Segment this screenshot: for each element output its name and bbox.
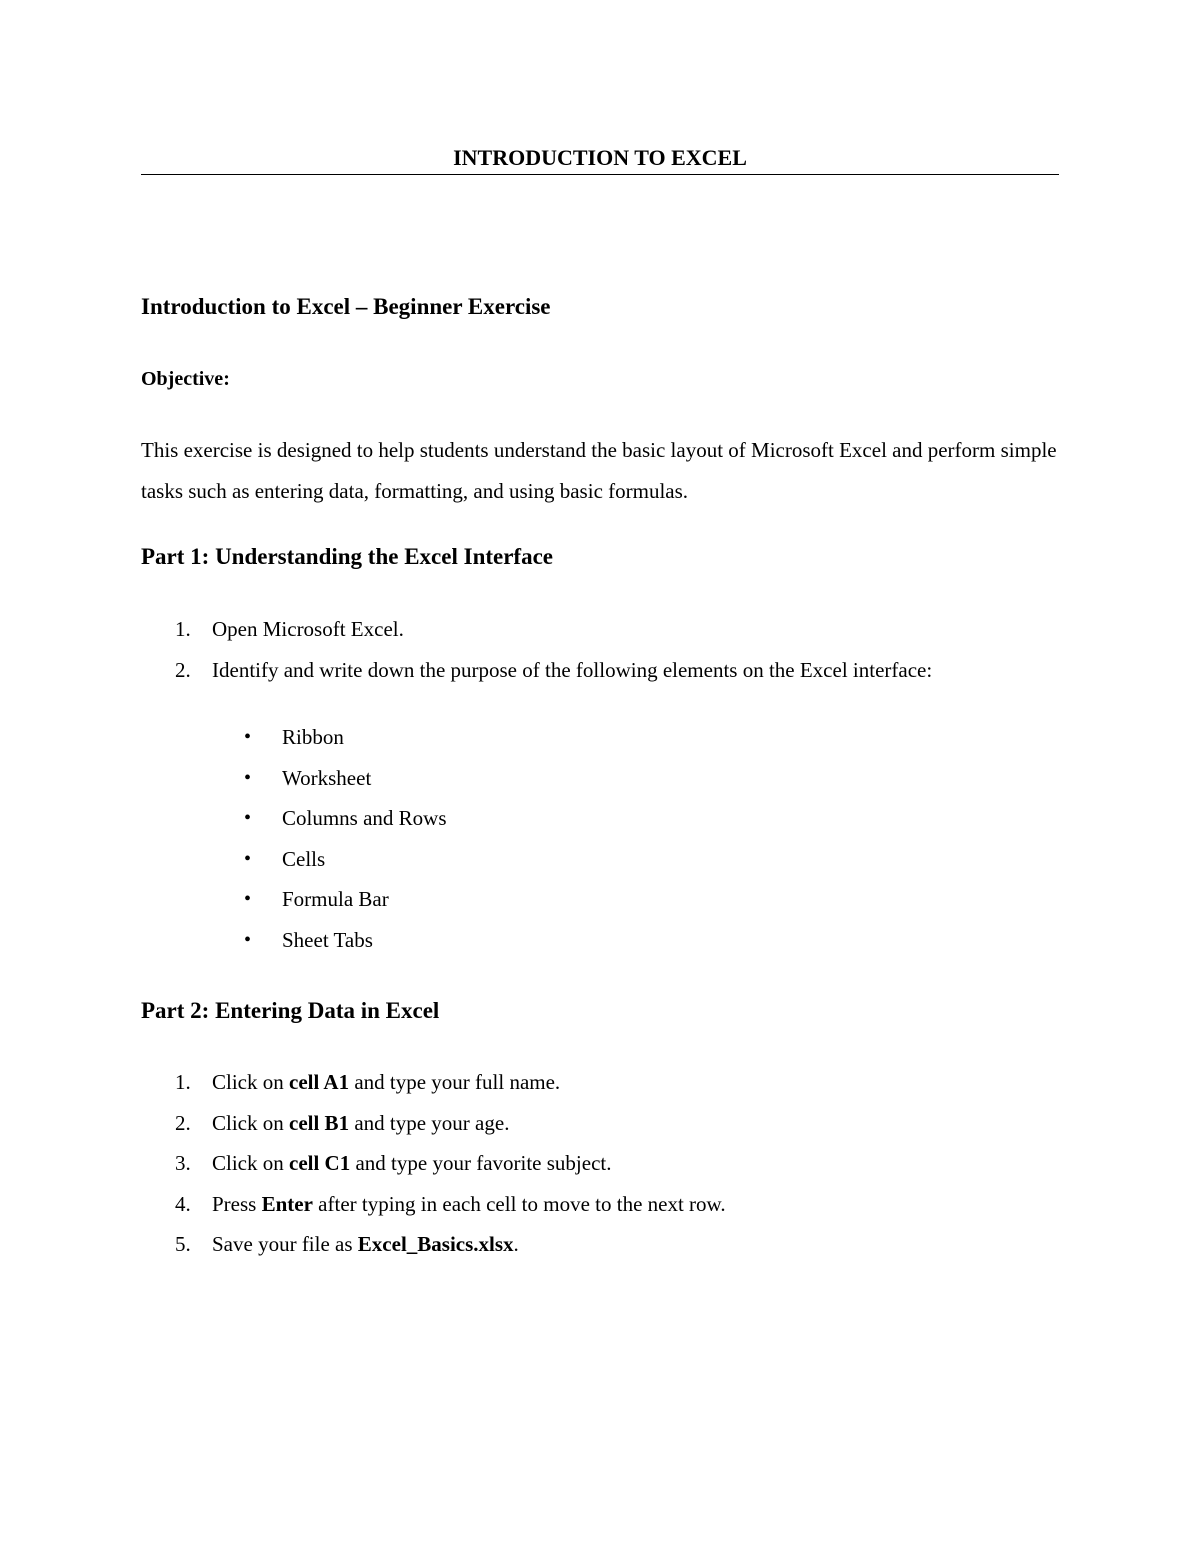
step-text-pre: Click on [212, 1151, 289, 1176]
step-text [212, 1109, 509, 1137]
step-number: 1. [175, 617, 191, 641]
page-header-title: INTRODUCTION TO EXCEL [453, 145, 747, 170]
step-text-post: and type your favorite subject. [350, 1151, 612, 1176]
bullet-icon: • [244, 847, 252, 870]
step-text [212, 1230, 519, 1258]
step-number: 1. [175, 1070, 191, 1094]
step-text-post: . [513, 1232, 519, 1257]
document-title: Introduction to Excel – Beginner Exercise [141, 294, 551, 319]
objective-paragraph: This exercise is designed to help students understand the basic layout of Microsoft Excel and perform simple tasks such as entering data, formatting, and using basic formulas. [141, 438, 1057, 503]
element-name: Columns and Rows [282, 806, 447, 831]
objective-label: Objective: [141, 368, 230, 390]
step-text-pre: Save your file as [212, 1232, 358, 1257]
bullet-icon: • [244, 726, 252, 748]
step-text-pre: Click on [212, 1070, 289, 1094]
step-number: 3. [175, 1151, 191, 1176]
step-number: 2. [175, 1110, 191, 1135]
step-text-bold: cell B1 [289, 1110, 350, 1135]
bullet-icon: • [244, 888, 252, 911]
element-name: Cells [282, 846, 326, 871]
step-text: Open Microsoft Excel. [212, 617, 404, 641]
bullet-icon: • [244, 807, 252, 830]
part1-heading: Part 1: Understanding the Excel Interface [141, 544, 554, 569]
step-text [212, 1190, 726, 1218]
step-text: Identify and write down the purpose of the following elements on the Excel interface: [212, 657, 933, 682]
step-text-bold: cell C1 [289, 1151, 351, 1176]
step-text-bold: Enter [261, 1191, 313, 1216]
step-text-bold: cell A1 [289, 1070, 350, 1094]
element-name: Ribbon [282, 725, 344, 749]
element-name: Worksheet [282, 765, 372, 790]
element-name: Sheet Tabs [282, 927, 373, 952]
step-text-post: and type your full name. [349, 1070, 561, 1094]
step-text [212, 1068, 560, 1096]
step-text-pre: Press [212, 1191, 262, 1216]
part2-heading: Part 2: Entering Data in Excel [141, 998, 440, 1023]
step-text-pre: Click on [212, 1110, 289, 1135]
step-number: 5. [175, 1232, 191, 1257]
step-number: 2. [175, 657, 191, 682]
step-text-post: after typing in each cell to move to the next row. [312, 1191, 726, 1216]
bullet-icon: • [244, 766, 252, 789]
bullet-icon: • [244, 928, 252, 951]
step-number: 4. [175, 1191, 191, 1216]
step-text [212, 1149, 611, 1177]
header-divider [141, 174, 1059, 175]
step-text-bold: Excel_Basics.xlsx [357, 1232, 514, 1257]
step-text-post: and type your age. [349, 1110, 510, 1135]
element-name: Formula Bar [282, 887, 389, 912]
